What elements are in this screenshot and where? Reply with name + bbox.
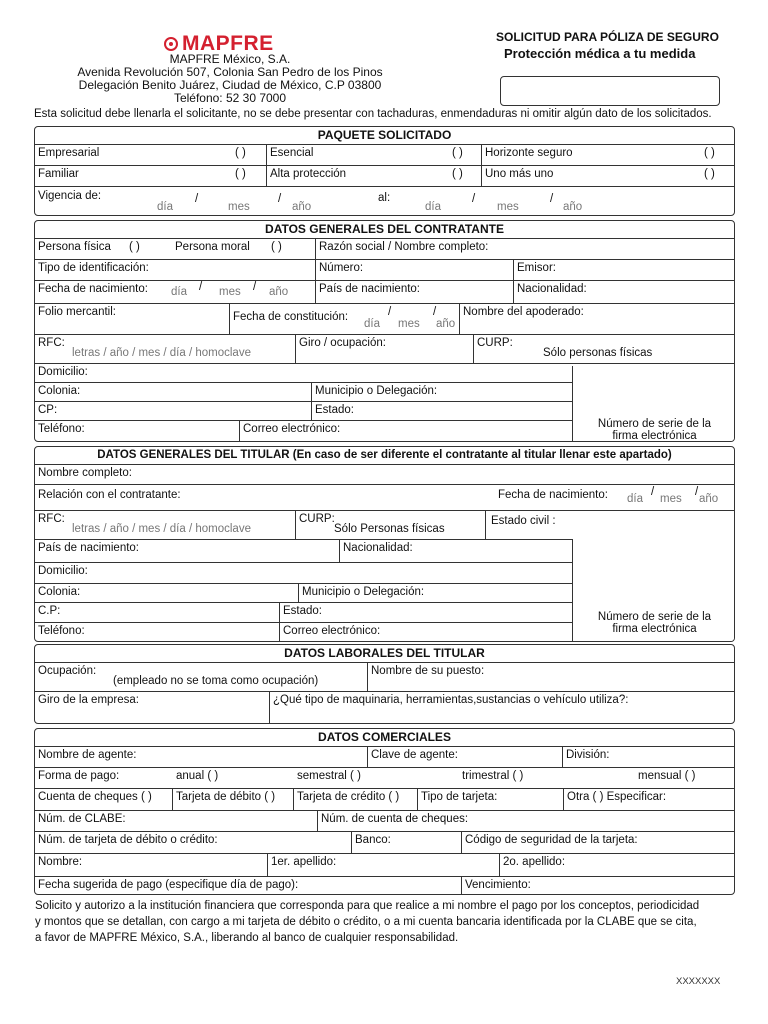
section-contratante	[34, 220, 735, 442]
ocupacion-hint: (empleado no se toma como ocupación)	[113, 675, 319, 687]
checkbox-persona-fisica[interactable]: ( )	[129, 241, 140, 253]
comerciales-row-3	[35, 789, 734, 811]
comerciales-row-6	[35, 854, 734, 877]
telefono-field[interactable]	[35, 421, 239, 442]
correo-field[interactable]	[239, 421, 572, 442]
banco-field[interactable]	[351, 832, 461, 853]
contratante-row-1	[35, 239, 734, 260]
field-label: Correo electrónico:	[243, 423, 341, 435]
field-label: CURP:	[477, 337, 513, 349]
date-slash: /	[550, 193, 554, 205]
persona-moral-label: Persona moral	[175, 241, 250, 253]
firma-label-line2: firma electrónica	[612, 430, 697, 442]
field-label: Domicilio:	[38, 366, 88, 378]
mapfre-emblem-icon	[164, 37, 178, 51]
company-name: MAPFRE México, S.A.	[169, 52, 291, 66]
policy-number-box[interactable]	[500, 76, 720, 106]
contratante-row-3	[35, 281, 734, 304]
checkbox-familiar[interactable]: ( )	[235, 168, 246, 180]
field-label: Ocupación:	[38, 665, 97, 677]
field-label: Municipio o Delegación:	[315, 385, 438, 397]
date-year: año	[292, 201, 312, 213]
estado-civil-field[interactable]	[485, 511, 735, 539]
field-label: Colonia:	[38, 385, 81, 397]
field-label: Vencimiento:	[465, 879, 531, 891]
date-slash: /	[433, 306, 437, 318]
date-day: día	[171, 286, 187, 298]
field-label: País de nacimiento:	[319, 283, 421, 295]
option-uno-mas-uno[interactable]	[481, 166, 735, 186]
telefono-field[interactable]	[35, 623, 279, 642]
curp-hint: Sólo personas físicas	[543, 347, 653, 359]
field-label: C.P:	[38, 605, 61, 617]
field-label: Teléfono:	[38, 423, 85, 435]
municipio-field[interactable]	[311, 383, 572, 401]
option-label: Uno más uno	[485, 168, 554, 180]
date-slash: /	[472, 193, 476, 205]
date-slash: /	[651, 486, 655, 498]
option-label: Esencial	[270, 147, 314, 159]
date-month: mes	[660, 493, 682, 505]
pais-nacimiento-field[interactable]	[35, 540, 339, 562]
checkbox-persona-moral[interactable]: ( )	[271, 241, 282, 253]
comerciales-row-4	[35, 811, 734, 832]
segundo-apellido-field[interactable]	[499, 854, 735, 876]
giro-empresa-field[interactable]	[35, 692, 269, 724]
date-day: día	[627, 493, 643, 505]
section-title: PAQUETE SOLICITADO	[35, 127, 734, 145]
date-month: mes	[219, 286, 241, 298]
company-address-1: Avenida Revolución 507, Colonia San Pedro de los Pinos	[77, 65, 383, 79]
option-empresarial[interactable]	[35, 145, 266, 165]
field-label: Domicilio:	[38, 565, 88, 577]
domicilio-field[interactable]	[35, 563, 572, 583]
option-anual[interactable]: anual ( )	[176, 770, 219, 782]
field-label: Estado:	[283, 605, 322, 617]
date-month: mes	[398, 318, 420, 330]
section-title: DATOS LABORALES DEL TITULAR	[35, 645, 734, 663]
field-label: División:	[566, 749, 610, 761]
field-label: Nacionalidad:	[517, 283, 587, 295]
field-label: Teléfono:	[38, 625, 85, 637]
tipo-persona-cell	[35, 239, 315, 259]
firma-label-line1: Número de serie de la	[597, 611, 712, 623]
option-otra[interactable]	[563, 789, 735, 810]
date-year: año	[269, 286, 289, 298]
option-horizonte[interactable]	[481, 145, 735, 165]
fecha-nacimiento-field[interactable]	[35, 281, 315, 303]
option-cuenta-cheques[interactable]	[35, 789, 172, 810]
form-subtitle: Protección médica a tu medida	[504, 46, 696, 61]
date-slash: /	[388, 306, 392, 318]
firma-electronica-field[interactable]	[572, 539, 735, 642]
option-mensual[interactable]: mensual ( )	[638, 770, 696, 782]
field-label: Correo electrónico:	[283, 625, 381, 637]
nombre-apoderado-field[interactable]	[459, 304, 735, 334]
titular-row-2	[35, 485, 734, 511]
nombre-completo-field[interactable]	[35, 465, 735, 484]
option-tarjeta-debito[interactable]	[172, 789, 293, 810]
checkbox-esencial[interactable]: ( )	[452, 147, 463, 159]
field-label: Clave de agente:	[371, 749, 458, 761]
forma-pago-label: Forma de pago:	[38, 770, 120, 782]
codigo-seguridad-field[interactable]	[461, 832, 735, 853]
section-comerciales	[34, 728, 735, 895]
contratante-row-4	[35, 304, 734, 335]
section-paquete	[34, 126, 735, 216]
folio-mercantil-field[interactable]	[35, 304, 229, 334]
field-label: Giro / ocupación:	[299, 337, 386, 349]
field-label: Código de seguridad de la tarjeta:	[465, 834, 638, 846]
vigencia-al-label: al:	[378, 192, 391, 204]
comerciales-row-1	[35, 747, 734, 768]
fecha-constitucion-field[interactable]	[229, 304, 459, 334]
field-label: Estado:	[315, 404, 354, 416]
colonia-field[interactable]	[35, 584, 298, 602]
field-label: Municipio o Delegación:	[302, 586, 425, 598]
rfc-field[interactable]	[35, 335, 295, 363]
giro-ocupacion-field[interactable]	[295, 335, 473, 363]
form-code: XXXXXXX	[676, 976, 721, 987]
section-title: DATOS COMERCIALES	[35, 729, 734, 747]
section-laborales	[34, 644, 735, 724]
firma-label	[573, 418, 735, 442]
date-day: día	[157, 201, 173, 213]
field-label: Cuenta de cheques ( )	[38, 791, 152, 803]
section-titular	[34, 446, 735, 642]
option-esencial[interactable]	[266, 145, 481, 165]
field-label: Tarjeta de crédito ( )	[297, 791, 400, 803]
rfc-field[interactable]	[35, 511, 295, 539]
paquete-row-1	[35, 145, 734, 166]
field-label: Núm. de tarjeta de débito o crédito:	[38, 834, 218, 846]
field-label: Nombre de agente:	[38, 749, 137, 761]
division-field[interactable]	[562, 747, 735, 767]
checkbox-empresarial[interactable]: ( )	[235, 147, 246, 159]
date-month: mes	[228, 201, 250, 213]
fecha-pago-field[interactable]	[35, 877, 461, 895]
comerciales-row-5	[35, 832, 734, 854]
field-label: Tarjeta de débito ( )	[176, 791, 276, 803]
date-slash: /	[199, 281, 203, 293]
nombre-puesto-field[interactable]	[367, 663, 735, 691]
date-slash: /	[278, 193, 282, 205]
checkbox-alta[interactable]: ( )	[452, 168, 463, 180]
municipio-field[interactable]	[298, 584, 572, 602]
authorization-line-2: y montos que se detallan, con cargo a mi tarjeta de débito o crédito, o a mi cuenta bancaria identificada por la CLABE que se cita,	[35, 916, 697, 928]
clabe-field[interactable]	[35, 811, 317, 831]
firma-label-line2: firma electrónica	[612, 623, 697, 635]
field-label: Banco:	[355, 834, 391, 846]
tipo-tarjeta-field[interactable]	[417, 789, 563, 810]
date-slash: /	[253, 281, 257, 293]
rfc-format-hint: letras / año / mes / día / homoclave	[72, 347, 251, 359]
field-label: Tipo de identificación:	[38, 262, 149, 274]
date-day: día	[364, 318, 380, 330]
maquinaria-field[interactable]	[269, 692, 735, 724]
vigencia-row[interactable]	[35, 187, 734, 216]
field-label: CP:	[38, 404, 58, 416]
rfc-format-hint: letras / año / mes / día / homoclave	[72, 523, 251, 535]
estado-field[interactable]	[279, 603, 572, 622]
domicilio-field[interactable]	[35, 364, 572, 382]
field-label: Núm. de CLABE:	[38, 813, 126, 825]
company-address-2: Delegación Benito Juárez, Ciudad de México, C.P 03800	[78, 78, 382, 92]
relacion-contratante-field[interactable]	[35, 485, 735, 510]
curp-field[interactable]	[295, 511, 485, 539]
curp-field[interactable]	[473, 335, 735, 363]
numero-field[interactable]	[315, 260, 513, 280]
cuenta-cheques-field[interactable]	[317, 811, 735, 831]
option-label: Familiar	[38, 168, 79, 180]
vencimiento-field[interactable]	[461, 877, 735, 895]
option-familiar[interactable]	[35, 166, 266, 186]
checkbox-uno-mas-uno[interactable]: ( )	[704, 168, 715, 180]
pais-nacimiento-field[interactable]	[315, 281, 513, 303]
numero-tarjeta-field[interactable]	[35, 832, 351, 853]
razon-social-field[interactable]	[315, 239, 735, 259]
field-label: ¿Qué tipo de maquinaria, herramientas,sustancias o vehículo utiliza?:	[273, 694, 629, 706]
field-label: Nombre completo:	[38, 467, 132, 479]
firma-label	[573, 611, 735, 635]
field-label: Giro de la empresa:	[38, 694, 139, 706]
option-semestral[interactable]: semestral ( )	[297, 770, 361, 782]
persona-fisica-label: Persona física	[38, 241, 111, 253]
paquete-row-2	[35, 166, 734, 187]
form-title: SOLICITUD PARA PÓLIZA DE SEGURO	[496, 30, 719, 44]
field-label: Nombre de su puesto:	[371, 665, 485, 677]
cp-field[interactable]	[35, 603, 279, 622]
nacionalidad-field[interactable]	[339, 540, 572, 562]
section-title: DATOS GENERALES DEL CONTRATANTE	[35, 221, 734, 239]
field-label: RFC:	[38, 337, 65, 349]
primer-apellido-field[interactable]	[267, 854, 499, 876]
fecha-nacimiento-label: Fecha de nacimiento:	[498, 489, 608, 501]
titular-row-1	[35, 465, 734, 485]
clave-agente-field[interactable]	[367, 747, 562, 767]
date-year: año	[563, 201, 583, 213]
option-alta[interactable]	[266, 166, 481, 186]
field-label: RFC:	[38, 513, 65, 525]
field-label: 2o. apellido:	[503, 856, 566, 868]
field-label: Relación con el contratante:	[38, 489, 181, 501]
date-month: mes	[497, 201, 519, 213]
option-label: Empresarial	[38, 147, 100, 159]
contratante-row-5	[35, 335, 734, 364]
nombre-agente-field[interactable]	[35, 747, 367, 767]
date-year: año	[436, 318, 456, 330]
field-label: Fecha sugerida de pago (especifique día de pago):	[38, 879, 299, 891]
section-title: DATOS GENERALES DEL TITULAR (En caso de ser diferente el contratante al titular llenar este apartado)	[35, 447, 734, 465]
authorization-text	[35, 898, 699, 946]
firma-label-line1: Número de serie de la	[597, 418, 712, 430]
option-label: Horizonte seguro	[485, 147, 573, 159]
field-label: CURP:	[299, 513, 335, 525]
field-label: Colonia:	[38, 586, 81, 598]
field-label: Razón social / Nombre completo:	[319, 241, 489, 253]
vigencia-label: Vigencia de:	[38, 190, 102, 202]
estado-field[interactable]	[311, 402, 572, 420]
company-phone: Teléfono: 52 30 7000	[173, 91, 287, 105]
colonia-field[interactable]	[35, 383, 311, 401]
company-info	[60, 53, 400, 105]
field-label: Nombre del apoderado:	[463, 306, 584, 318]
date-year: año	[699, 493, 719, 505]
logo-text: MAPFRE	[182, 32, 274, 55]
field-label: 1er. apellido:	[271, 856, 337, 868]
ocupacion-field[interactable]	[35, 663, 367, 691]
field-label: Folio mercantil:	[38, 306, 116, 318]
field-label: Fecha de nacimiento:	[38, 283, 148, 295]
field-label: Tipo de tarjeta:	[421, 791, 498, 803]
option-label: Alta protección	[270, 168, 347, 180]
laborales-row-1	[35, 663, 734, 692]
option-trimestral[interactable]: trimestral ( )	[462, 770, 524, 782]
authorization-line-1: Solicito y autorizo a la institución financiera que corresponda para que realice a mi nombre el pago por los conceptos, periodicidad	[35, 900, 700, 912]
comerciales-row-7	[35, 877, 734, 895]
option-tarjeta-credito[interactable]	[293, 789, 417, 810]
curp-hint: Sólo Personas físicas	[334, 523, 445, 535]
checkbox-horizonte[interactable]: ( )	[704, 147, 715, 159]
comerciales-row-2	[35, 768, 734, 789]
field-label: Número:	[319, 262, 364, 274]
form-notice: Esta solicitud debe llenarla el solicitante, no se debe presentar con tachaduras, enmendaduras ni omitir algún dato de los solicitados.	[34, 108, 712, 120]
tipo-identificacion-field[interactable]	[35, 260, 315, 280]
date-slash: /	[195, 193, 199, 205]
field-label: Otra ( ) Especificar:	[567, 791, 667, 803]
nombre-field[interactable]	[35, 854, 267, 876]
field-label: Fecha de constitución:	[233, 311, 349, 323]
emisor-field[interactable]	[513, 260, 735, 280]
field-label: Emisor:	[517, 262, 556, 274]
field-label: País de nacimiento:	[38, 542, 140, 554]
firma-electronica-field[interactable]	[572, 366, 735, 442]
laborales-row-2	[35, 692, 734, 724]
nacionalidad-field[interactable]	[513, 281, 735, 303]
titular-row-3	[35, 511, 734, 540]
field-label: Estado civil :	[491, 515, 556, 527]
cp-field[interactable]	[35, 402, 311, 420]
field-label: Núm. de cuenta de cheques:	[321, 813, 469, 825]
authorization-line-3: a favor de MAPFRE México, S.A., liberando al banco de cualquier responsabilidad.	[35, 932, 459, 944]
date-day: día	[425, 201, 441, 213]
field-label: Nombre:	[38, 856, 83, 868]
contratante-row-2	[35, 260, 734, 281]
correo-field[interactable]	[279, 623, 572, 642]
date-slash: /	[695, 486, 699, 498]
field-label: Nacionalidad:	[343, 542, 413, 554]
